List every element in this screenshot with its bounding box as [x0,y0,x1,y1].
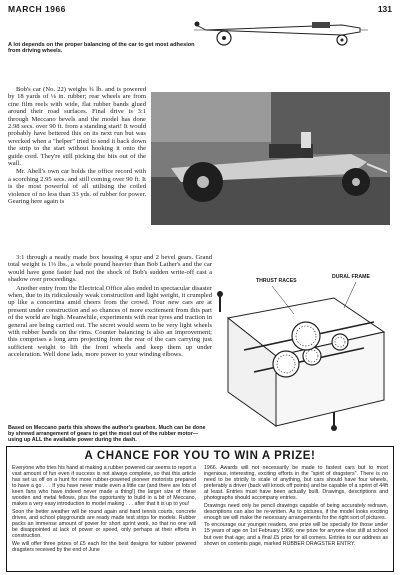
prize-paragraph: Soon the better weather will be round again and hard tennis courts, concrete drives, and school playgrounds are ready made test strips for models. Rubber packs an immense amount of power for short sprint work, so that no one will be disappointed at lack of power or speed, only perhaps at their efforts in construction. [12,508,196,540]
dragster-photo [151,92,390,225]
car-caption: A lot depends on the proper balancing of the car to get most adhesion from driving wheels. [8,42,195,55]
prize-paragraph: Drawings need only be pencil drawings capable of being accurately redrawn, descriptions can also be re-written. As to pictures, if the model looks exciting enough we will make the necessary arrangements for the right sort of pictures. [204,502,388,521]
gearbox-caption: Based on Meccano parts this shows the author's gearbox. Much can be done by shrewd arrangement of gears to get the most out of the rubber motor—using up ALL the available power during the dash. [8,425,206,444]
page-number: 131 [377,4,392,14]
issue-date: MARCH 1966 [8,4,66,14]
prize-paragraph: To encourage our younger readers, one prize will be specially for those under 15 years of age on 1st February 1966; one prize for anyone else still at school but over that age; and a final £5 prize for all comers. Entries to our address as shown on contents page, marked RUBBER DRAGSTER ENTRY. [204,522,388,547]
article-continuation [8,254,212,360]
gearbox-diagram [214,252,392,432]
article-left-column [8,86,146,207]
prize-paragraph: We will offer three prizes of £5 each for the best designs for rubber powered dragsters received by the end of June [12,540,196,553]
article-paragraph: Mr. Abell's own car holds the office record with a scorching 2.95 secs. and still coming over 90 ft. It is the most powerful of all utilising the coiled violence of no less than 33 yds. of rubber for power. Gearing here again is [8,168,146,206]
dragster-side-illustration [192,10,372,48]
prize-paragraph: 1966. Awards will not necessarily be made to fastest cars but to most ingenious, interesting, exciting efforts in the "spirit of dragsters". There is no need to be strictly to scale of anything, but cars should have four wheels, preferably a driver (back will knock off points) and be capable of a sprint of 44ft at least. Entries must have been actually built. Drawings, descriptions and photographs should accompany entries. [204,465,388,502]
prize-paragraph: Everyone who tries his hand at making a rubber powered car seems to report a vast amount of fun even if success is not always complete, so that this article has set us off on a hunt for more rubber-powered pioneer motorists prepared to have a go . . . If you have never made even a little car (and there are lots of keen fans who have indeed never made a thing!) the larger size of these wooden and metal fellows, plus the opportunity to build in a bit of Meccano, makes a very easy introduction to model making . . . after that it is up to you! [12,465,196,508]
photo-content [151,92,390,225]
article-paragraph: Another entry from the Electrical Office also ended in spectacular disaster when, due to its ridiculously weak construction and light weight, it crumpled up like a concertina amid cheers from the crowd. Four new cars are at present under construction and so chances of more excitement from this part of the world are high. Meanwhile, experiments with rear tyres and traction in general are being carried out. The secret would seem to be very light wheels with rubber bands on the rims. Counter balancing is also an improvement; this comprises a long arm projecting from the rear of the cars carrying just sufficient weight to lift the front wheels and keep them up under acceleration. Well done lads, more power to your winding elbows. [8,284,212,359]
prize-right-column [204,465,388,554]
prize-competition-box [6,446,394,572]
label-thrust-races: THRUST RACES [256,278,297,284]
article-paragraph: Bob's car (No. 22) weighs ¾ lb. and is powered by 18 yards of ⅛ in. rubber; rear wheels are from cine film reels with wide, flat rubber bands glued around their road surfaces. Final drive is 3:1 through Meccano bevels and the model has done 2.98 secs. over 90 ft. from a standing start! It would probably have bettered this on its next run but was wrecked when a "helper" tried to send it back down the strip to the start without hooking it onto the guide cord. They're still picking the bits out of the wall. [8,86,146,168]
prize-title: A CHANCE FOR YOU TO WIN A PRIZE! [84,450,316,462]
prize-left-column [12,465,196,554]
label-dural-frame: DURAL FRAME [332,274,370,280]
article-paragraph: 3:1 through a neatly made box housing 4 spur and 2 bevel gears. Grand total weight is 1⅓ lbs., a whole pound heavier than Bob Lather's and the car would have gone faster had not the shock of Bob's sudden write-off cast a shadow over proceedings. [8,254,212,284]
